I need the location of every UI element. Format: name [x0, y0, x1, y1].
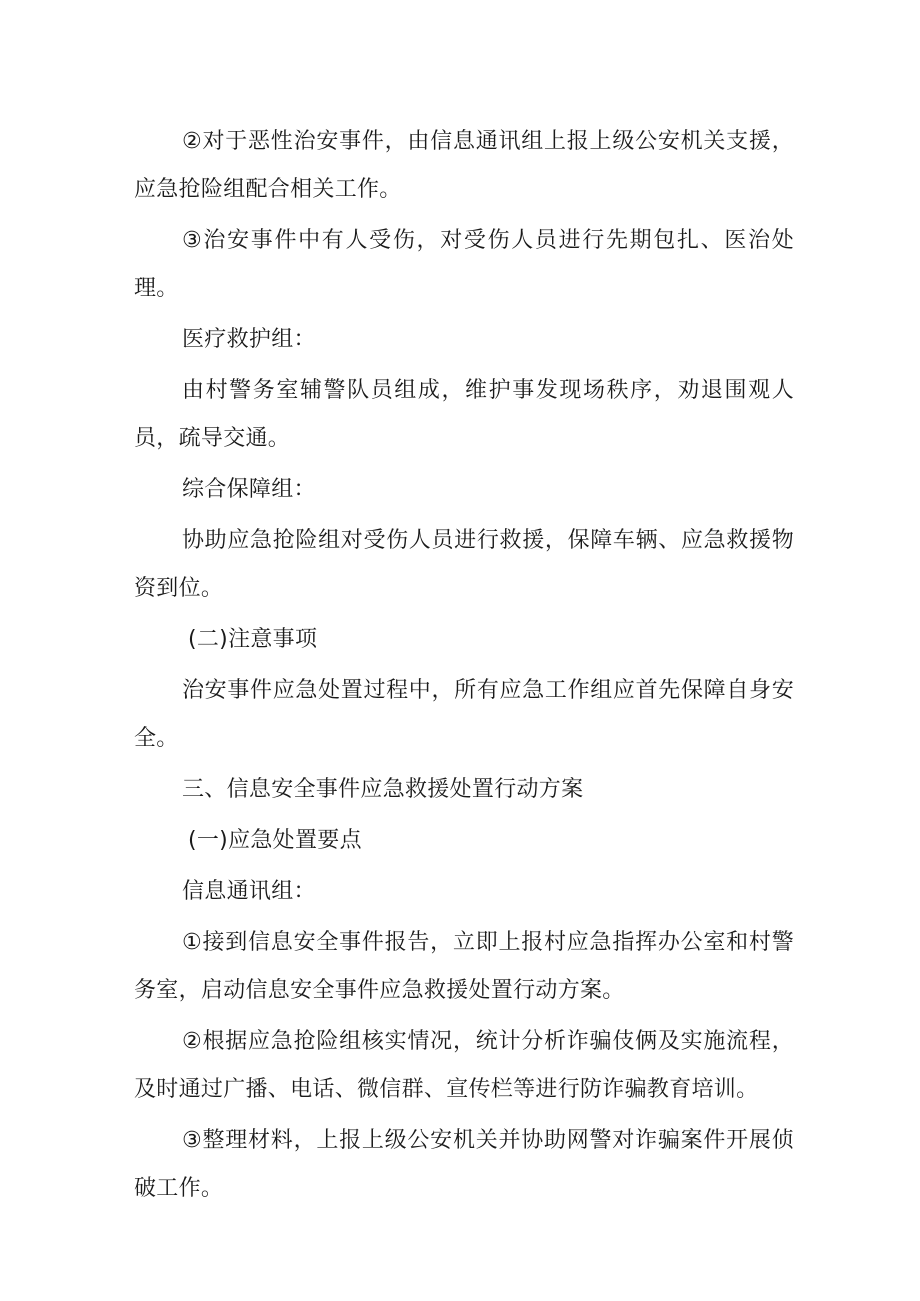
- heading-key-points: (一)应急处置要点: [188, 828, 362, 853]
- paragraph-report-incident: ①接到信息安全事件报告，立即上报村应急指挥办公室和村警务室，启动信息安全事件应急救援处置行动方案。: [134, 930, 794, 1003]
- paragraph-medical-rescue-duty: 由村警务室辅警队员组成，维护事发现场秩序，劝退围观人员，疏导交通。: [134, 378, 794, 451]
- heading-section-three: 三、信息安全事件应急救援处置行动方案: [182, 777, 584, 802]
- paragraph-support-duty: 协助应急抢险组对受伤人员进行救援，保障车辆、应急救援物资到位。: [134, 528, 794, 601]
- paragraph-anti-fraud-training: ②根据应急抢险组核实情况，统计分析诈骗伎俩及实施流程，及时通过广播、电话、微信群、宣传栏等进行防诈骗教育培训。: [134, 1029, 794, 1102]
- paragraph-precautions: 治安事件应急处置过程中，所有应急工作组应首先保障自身安全。: [134, 678, 794, 751]
- document-body: [134, 118, 794, 1216]
- paragraph-injury-treatment: ③治安事件中有人受伤，对受伤人员进行先期包扎、医治处理。: [134, 228, 794, 301]
- heading-info-comm-group: 信息通讯组：: [182, 879, 316, 904]
- paragraph-security-support: ②对于恶性治安事件，由信息通讯组上报上级公安机关支援，应急抢险组配合相关工作。: [134, 129, 794, 202]
- paragraph-case-investigation: ③整理材料，上报上级公安机关并协助网警对诈骗案件开展侦破工作。: [134, 1128, 794, 1201]
- heading-support-group: 综合保障组：: [182, 477, 316, 502]
- heading-medical-rescue-group: 医疗救护组：: [182, 327, 316, 352]
- heading-precautions: (二)注意事项: [188, 627, 318, 652]
